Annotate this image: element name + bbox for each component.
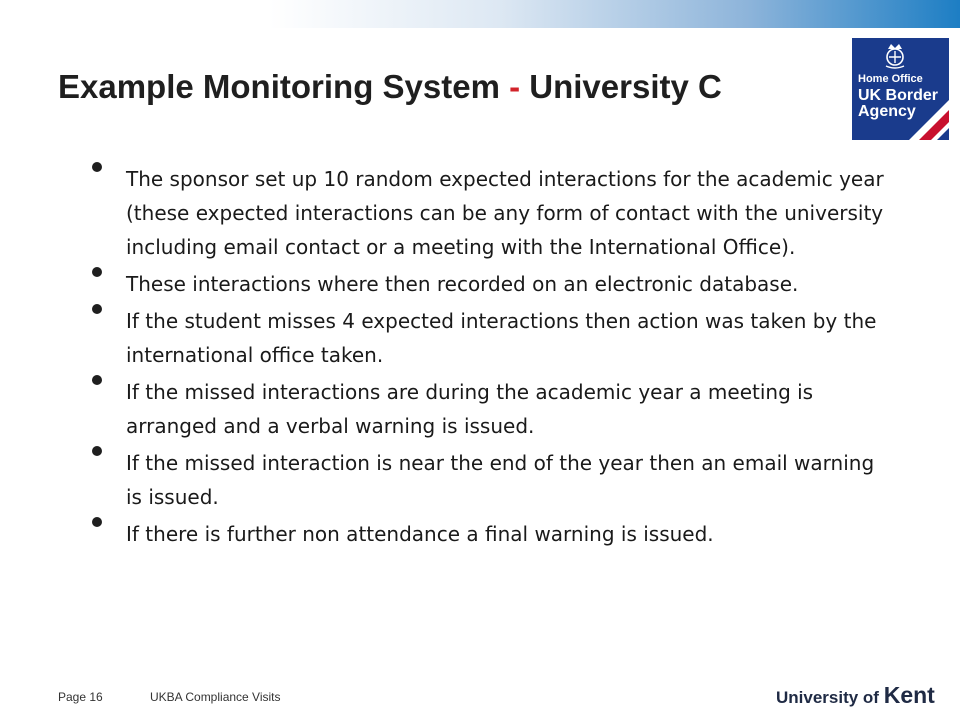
logo-home-office: Home Office bbox=[858, 73, 923, 85]
bullet-item bbox=[92, 446, 892, 514]
bullet-dot-icon bbox=[92, 446, 102, 456]
bullet-dot-icon bbox=[92, 517, 102, 527]
kent-name: Kent bbox=[883, 682, 935, 708]
bullet-item bbox=[92, 162, 892, 264]
university-of-kent-logo bbox=[776, 682, 935, 709]
logo-ukba: UK Border Agency bbox=[858, 87, 939, 120]
bullet-text: If the missed interactions are during the academic year a meeting is arranged and a verbal warning is issued. bbox=[126, 380, 814, 438]
bullet-dot-icon bbox=[92, 375, 102, 385]
ukba-logo bbox=[852, 38, 949, 140]
bullet-item bbox=[92, 375, 892, 443]
bullet-text: The sponsor set up 10 random expected interactions for the academic year (these expected interactions can be any form of contact with the university including email contact or a meeting with the International Office). bbox=[126, 167, 884, 259]
bullet-dot-icon bbox=[92, 304, 102, 314]
bullet-item bbox=[92, 267, 892, 301]
bullet-dot-icon bbox=[92, 267, 102, 277]
bullet-list bbox=[92, 162, 892, 554]
logo-corner-stripes bbox=[909, 100, 949, 140]
footer-title: UKBA Compliance Visits bbox=[150, 690, 281, 704]
royal-crest-icon bbox=[882, 42, 908, 70]
bullet-dot-icon bbox=[92, 162, 102, 172]
bullet-text: If there is further non attendance a final warning is issued. bbox=[126, 522, 714, 546]
top-gradient-band bbox=[0, 0, 960, 28]
title-separator: - bbox=[499, 68, 530, 105]
bullet-text: If the missed interaction is near the end of the year then an email warning is issued. bbox=[126, 451, 875, 509]
bullet-item bbox=[92, 517, 892, 551]
bullet-item bbox=[92, 304, 892, 372]
kent-prefix: University of bbox=[776, 688, 884, 707]
title-main: Example Monitoring System bbox=[58, 68, 500, 105]
footer-page-number: Page 16 bbox=[58, 690, 103, 704]
title-sub: University C bbox=[529, 68, 722, 105]
slide-title bbox=[58, 68, 722, 106]
bullet-text: These interactions where then recorded on an electronic database. bbox=[126, 272, 799, 296]
bullet-text: If the student misses 4 expected interactions then action was taken by the international office taken. bbox=[126, 309, 877, 367]
